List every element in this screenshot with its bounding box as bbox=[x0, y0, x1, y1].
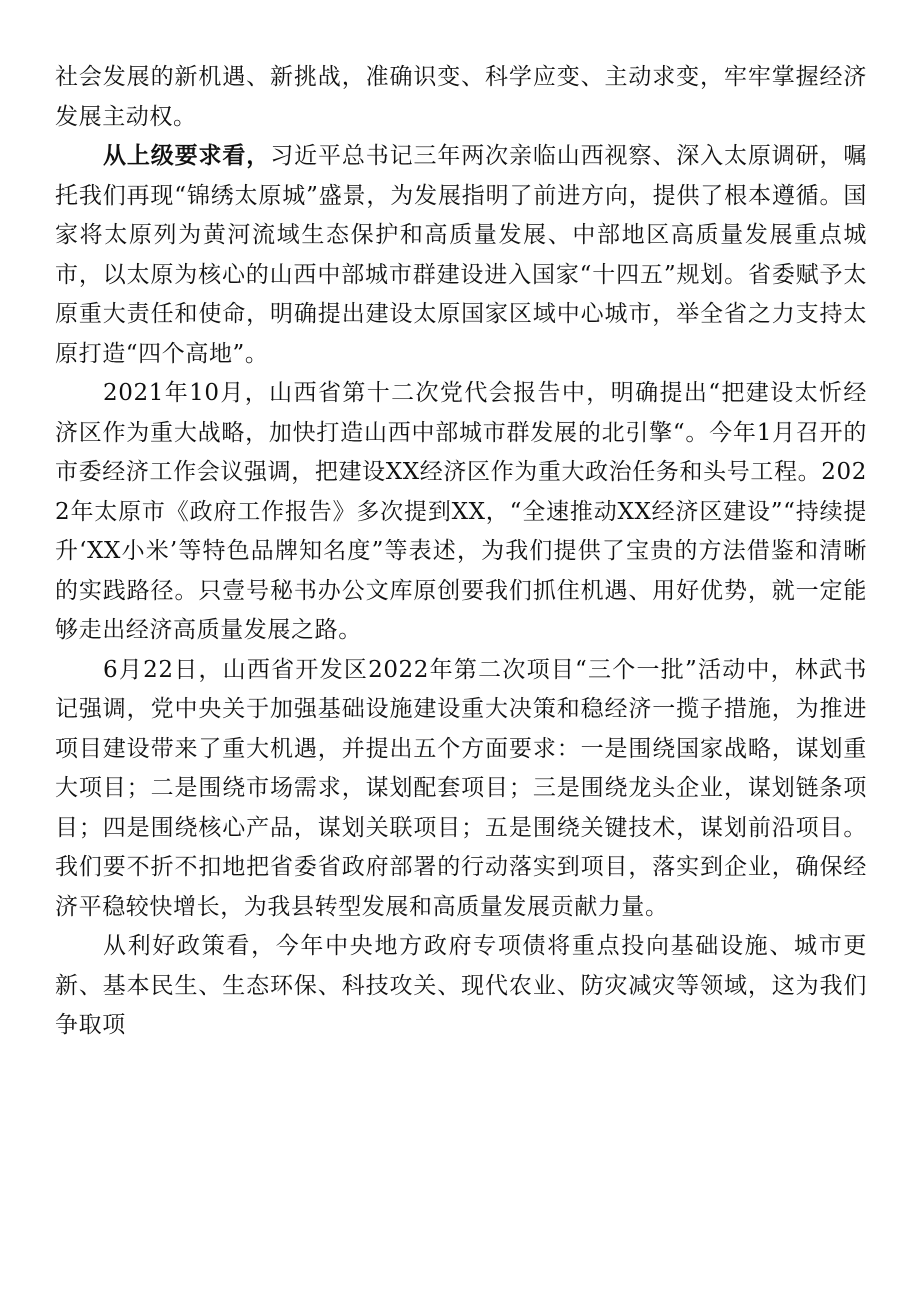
paragraph-3-text: 2021年10月，山西省第十二次党代会报告中，明确提出“把建设太忻经济区作为重大战略，加快打造山西中部城市群发展的北引擎“。今年1月召开的市委经济工作会议强调，把建设XX经济区作为重大政治任务和头号工程。2022年太原市《政府工作报告》多次提到XX，“全速推动XX经济区建设”“持续提升‘XX小米’等特色品牌知名度”等表述，为我们提供了宝贵的方法借鉴和清晰的实践路径。只壹号秘书办公文库原创要我们抓住机遇、用好优势，就一定能够走出经济高质量发展之路。 bbox=[55, 380, 867, 643]
document-page bbox=[55, 58, 867, 1046]
paragraph-5-text: 从利好政策看，今年中央地方政府专项债将重点投向基础设施、城市更新、基本民生、生态环保、科技攻关、现代农业、防灾减灾等领域，这为我们争取项 bbox=[55, 933, 867, 1038]
paragraph-4 bbox=[55, 651, 867, 928]
paragraph-2 bbox=[55, 137, 867, 374]
paragraph-2-text: 习近平总书记三年两次亲临山西视察、深入太原调研，嘱托我们再现“锦绣太原城”盛景，为发展指明了前进方向，提供了根本遵循。国家将太原列为黄河流域生态保护和高质量发展、中部地区高质量发展重点城市，以太原为核心的山西中部城市群建设进入国家“十四五”规划。省委赋予太原重大责任和使命，明确提出建设太原国家区域中心城市，举全省之力支持太原打造“四个高地”。 bbox=[55, 143, 867, 367]
paragraph-3 bbox=[55, 374, 867, 651]
paragraph-2-lead-heading: 从上级要求看， bbox=[103, 143, 271, 169]
paragraph-5 bbox=[55, 927, 867, 1046]
paragraph-1 bbox=[55, 58, 867, 137]
paragraph-1-text: 社会发展的新机遇、新挑战，准确识变、科学应变、主动求变，牢牢掌握经济发展主动权。 bbox=[55, 64, 867, 130]
paragraph-4-text: 6月22日，山西省开发区2022年第二次项目“三个一批”活动中，林武书记强调，党中央关于加强基础设施建设重大决策和稳经济一揽子措施，为推进项目建设带来了重大机遇，并提出五个方面要求：一是围绕国家战略，谋划重大项目；二是围绕市场需求，谋划配套项目；三是围绕龙头企业，谋划链条项目；四是围绕核心产品，谋划关联项目；五是围绕关键技术，谋划前沿项目。我们要不折不扣地把省委省政府部署的行动落实到项目，落实到企业，确保经济平稳较快增长，为我县转型发展和高质量发展贡献力量。 bbox=[55, 656, 867, 920]
